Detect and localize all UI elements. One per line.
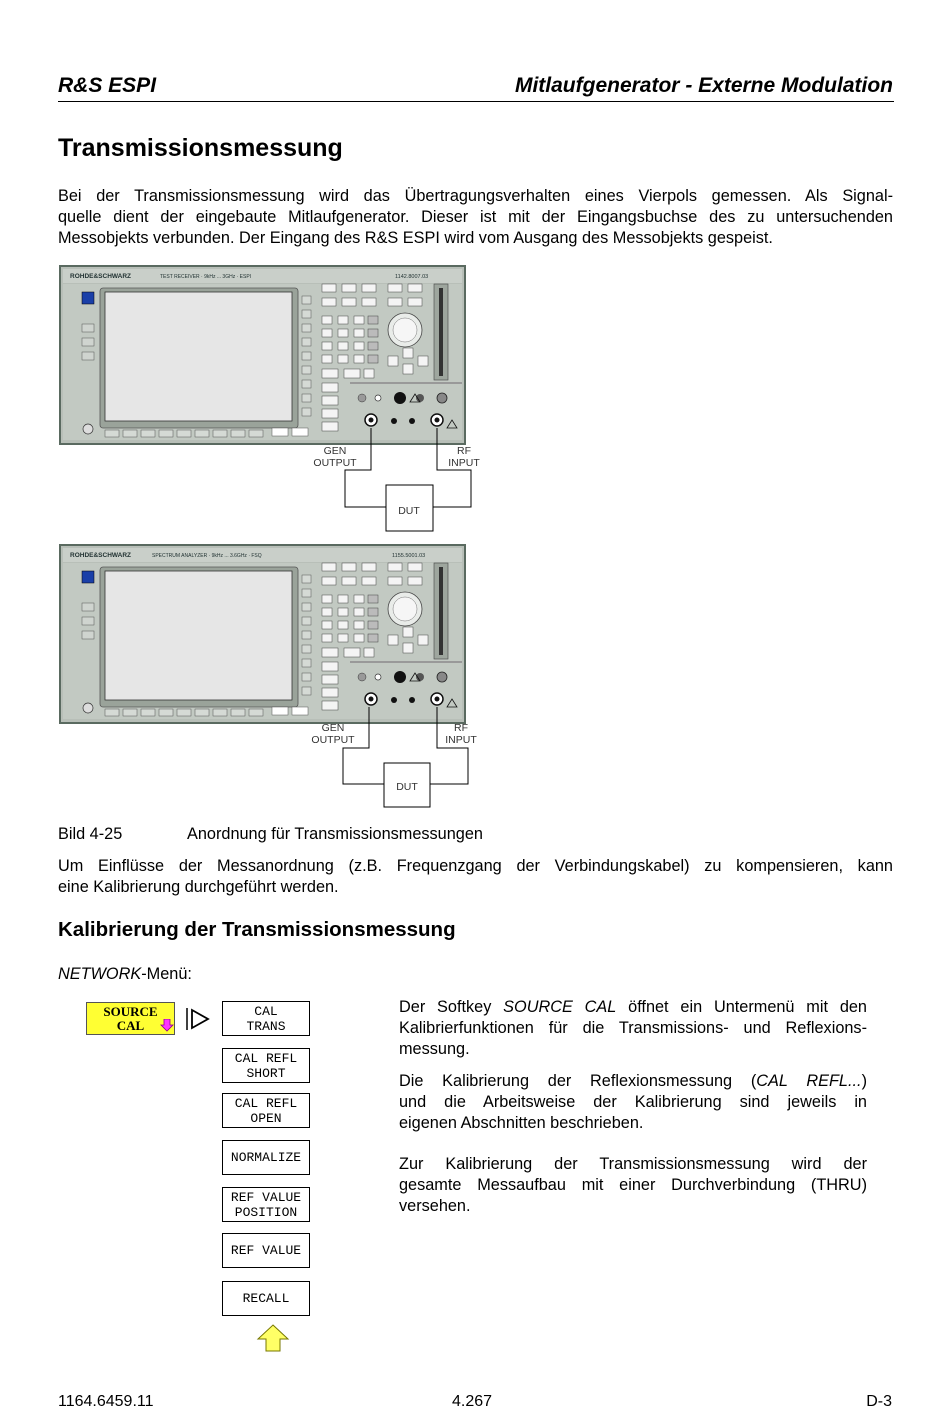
rf-input-label: INPUT (448, 457, 480, 469)
footer-section-page: D-3 (866, 1393, 892, 1410)
instrument-serial: 1155.5001.03 (392, 553, 426, 559)
softkey-description-3 (399, 1154, 867, 1217)
intro-line: Bei der Transmissionsmessung wird das Übertragungsverhalten eines Vierpols gemessen. Als Signal- (58, 187, 893, 205)
softkey-label-line: CAL (116, 1018, 145, 1033)
figure-caption-number: Bild 4-25 (58, 825, 123, 843)
softkey-label-line: CAL REFL (234, 1050, 298, 1066)
instrument-model: TEST RECEIVER · 9kHz ... 3GHz · ESPI (160, 274, 252, 280)
description-line: versehen. (399, 1197, 471, 1215)
instrument-model: SPECTRUM ANALYZER · 9kHz ... 3.6GHz · FSQ (152, 553, 262, 559)
softkey-label-line: POSITION (234, 1204, 298, 1220)
calibration-intro-paragraph (58, 856, 893, 898)
description-line: eigenen Abschnitten beschrieben. (399, 1114, 644, 1132)
softkey-label-line: OPEN (250, 1110, 282, 1126)
softkey-normalize[interactable] (222, 1140, 310, 1175)
gen-output-label: OUTPUT (313, 457, 357, 469)
section-title-calibration: Kalibrierung der Transmissionsmessung (58, 918, 456, 941)
header-title-right: Mitlaufgenerator - Externe Modulation (514, 74, 893, 97)
menu-name: NETWORK (58, 965, 142, 983)
instrument-spectrum-analyzer (60, 545, 465, 723)
softkey-description-1 (399, 997, 867, 1060)
menu-path (58, 965, 192, 984)
description-line: gesamte Messaufbau mit einer Durchverbindung (THRU) (399, 1176, 867, 1194)
instrument-brand: ROHDE&SCHWARZ (70, 552, 132, 559)
softkey-cal-refl-short[interactable] (222, 1048, 310, 1083)
softkey-label-line: CAL REFL (234, 1095, 298, 1111)
softkey-label-line: RECALL (242, 1291, 290, 1306)
softkey-cal-refl-open[interactable] (222, 1093, 310, 1128)
softkey-label-line: NORMALIZE (230, 1150, 302, 1165)
softkey-ref-value-position[interactable] (222, 1187, 310, 1222)
intro-paragraph (58, 186, 893, 249)
softkey-recall[interactable] (222, 1281, 310, 1316)
description-line: Zur Kalibrierung der Transmissionsmessung wird der (399, 1155, 867, 1173)
softkey-ref-value[interactable] (222, 1233, 310, 1268)
intro-line: Messobjekts verbunden. Der Eingang des R&S ESPI wird vom Ausgang des Messobjekts gespeist. (58, 229, 773, 247)
description-line: Die Kalibrierung der Reflexionsmessung (CAL REFL...) (399, 1072, 867, 1090)
description-line: und die Arbeitsweise der Kalibrierung sind jeweils in (399, 1093, 867, 1111)
submenu-arrow-icon (160, 1019, 174, 1032)
rf-input-label: RF (457, 445, 471, 457)
instrument-brand: ROHDE&SCHWARZ (70, 273, 132, 280)
instrument-test-receiver (60, 266, 465, 444)
measurement-setup-figure (0, 255, 950, 815)
softkey-label-line: SOURCE (103, 1004, 158, 1019)
description-line: Kalibrierfunktionen für die Transmissions- und Reflexions- (399, 1019, 867, 1037)
softkey-label-line: SHORT (246, 1065, 286, 1081)
description-line: messung. (399, 1040, 470, 1058)
menu-suffix: -Menü: (141, 965, 192, 983)
gen-output-label: GEN (323, 445, 347, 457)
rf-input-label: RF (454, 722, 468, 734)
instrument-serial: 1142.8007.03 (395, 274, 429, 280)
footer-document-number: 1164.6459.11 (58, 1393, 154, 1410)
back-arrow-up-icon[interactable] (256, 1324, 290, 1352)
rf-input-label: INPUT (445, 734, 477, 746)
description-line: Der Softkey SOURCE CAL öffnet ein Untermenü mit den (399, 998, 867, 1016)
arrow-right-icon (186, 1006, 216, 1032)
softkey-label-line: REF VALUE (230, 1189, 302, 1205)
footer-page-number: 4.267 (452, 1393, 493, 1410)
softkey-description-2 (399, 1071, 867, 1134)
gen-output-label: GEN (321, 722, 345, 734)
dut-label: DUT (398, 505, 420, 517)
gen-output-label: OUTPUT (311, 734, 355, 746)
header-rule (58, 101, 894, 102)
paragraph-line: eine Kalibrierung durchgeführt werden. (58, 878, 339, 896)
figure-caption-text: Anordnung für Transmissionsmessungen (187, 825, 483, 843)
softkey-cal-trans[interactable] (222, 1001, 310, 1036)
paragraph-line: Um Einflüsse der Messanordnung (z.B. Frequenzgang der Verbindungskabel) zu kompensieren, kann (58, 857, 893, 875)
section-title-transmission: Transmissionsmessung (58, 134, 343, 162)
softkey-label-line: CAL (254, 1003, 278, 1019)
header-title-left: R&S ESPI (58, 74, 157, 97)
intro-line: quelle dient der eingebaute Mitlaufgenerator. Dieser ist mit der Eingangsbuchse des zu untersuchenden (58, 208, 893, 226)
softkey-label-line: TRANS (246, 1018, 286, 1034)
dut-label: DUT (396, 781, 418, 793)
softkey-label-line: REF VALUE (230, 1243, 302, 1258)
